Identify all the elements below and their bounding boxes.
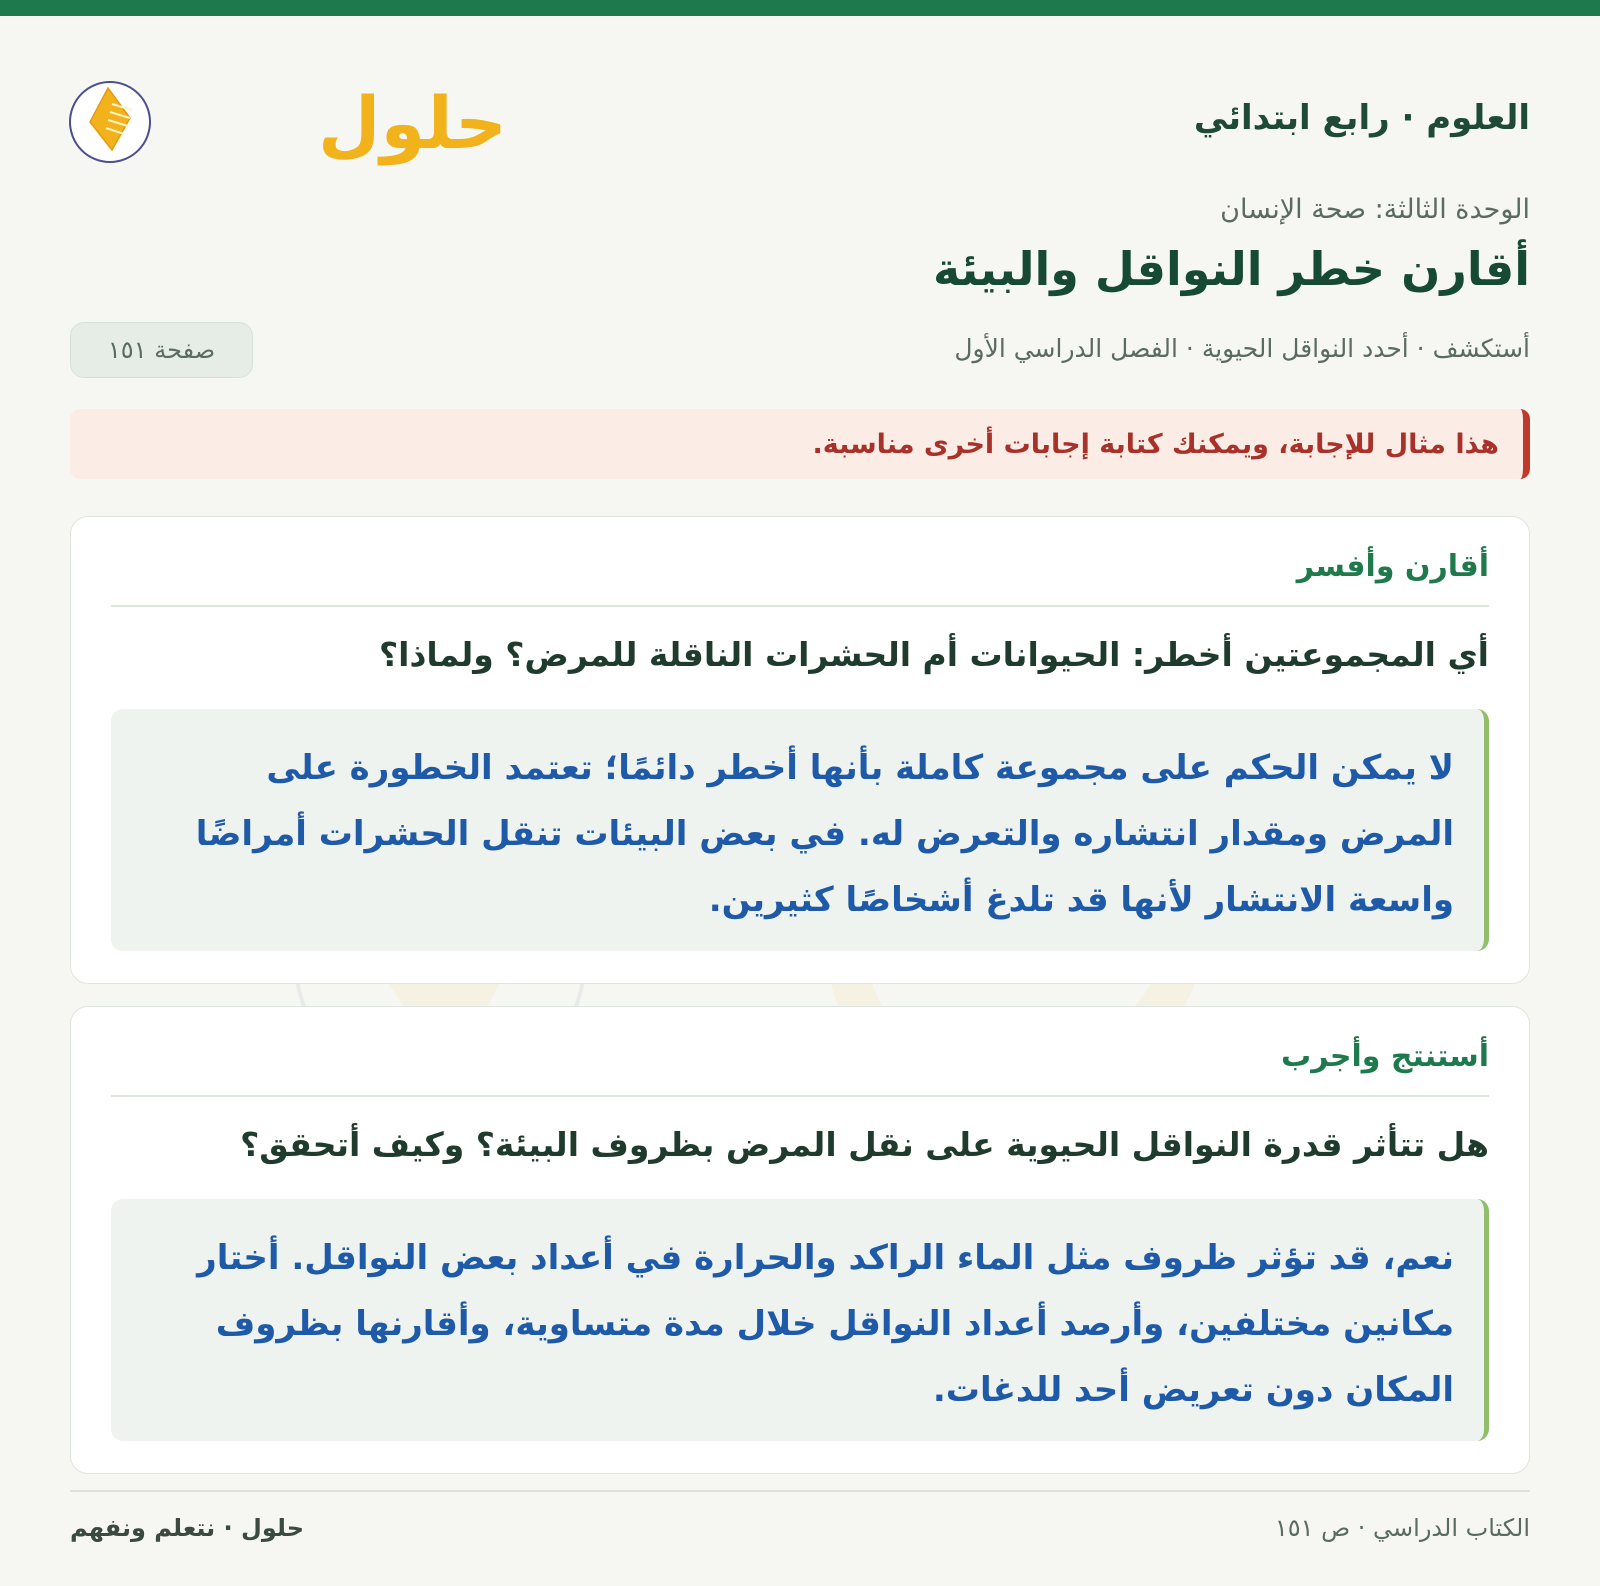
answer-note-banner: هذا مثال للإجابة، ويمكنك كتابة إجابات أخرى مناسبة. (70, 409, 1530, 479)
card-divider (111, 1095, 1489, 1097)
question-text: هل تتأثر قدرة النواقل الحيوية على نقل المرض بظروف البيئة؟ وكيف أتحقق؟ (240, 1125, 1489, 1164)
lesson-title: أقارن خطر النواقل والبيئة (933, 242, 1530, 296)
unit-label: الوحدة الثالثة: صحة الإنسان (1220, 194, 1530, 225)
footer-book-reference: الكتاب الدراسي · ص ١٥١ (1274, 1514, 1530, 1542)
question-card-infer (70, 1006, 1530, 1474)
hulul-logo[interactable] (68, 64, 507, 168)
question-text: أي المجموعتين أخطر: الحيوانات أم الحشرات الناقلة للمرض؟ ولماذا؟ (378, 635, 1489, 674)
footer-brand[interactable]: حلول · نتعلم ونفهم (70, 1514, 304, 1542)
card-heading: أستنتج وأجرب (1281, 1039, 1489, 1074)
card-divider (111, 605, 1489, 607)
footer-divider (70, 1490, 1530, 1492)
answer-box: لا يمكن الحكم على مجموعة كاملة بأنها أخطر دائمًا؛ تعتمد الخطورة على المرض ومقدار انتشاره والتعرض له. في بعض البيئات تنقل الحشرات أمراضًا واسعة الانتشار لأنها قد تلدغ أشخاصًا كثيرين. (111, 709, 1489, 951)
subject-title: العلوم · رابع ابتدائي (1193, 98, 1530, 138)
page-number-chip: صفحة ١٥١ (70, 322, 253, 378)
page (0, 16, 1600, 1586)
lesson-meta: أستكشف · أحدد النواقل الحيوية · الفصل الدراسي الأول (954, 334, 1530, 363)
question-card-compare (70, 516, 1530, 984)
answer-box: نعم، قد تؤثر ظروف مثل الماء الراكد والحرارة في أعداد بعض النواقل. أختار مكانين مختلفين، وأرصد أعداد النواقل خلال مدة متساوية، وأقارنها بظروف المكان دون تعريض أحد للدغات. (111, 1199, 1489, 1441)
top-accent-bar (0, 0, 1600, 16)
card-heading: أقارن وأفسر (1296, 549, 1489, 584)
logo-text: حلول (318, 81, 507, 165)
